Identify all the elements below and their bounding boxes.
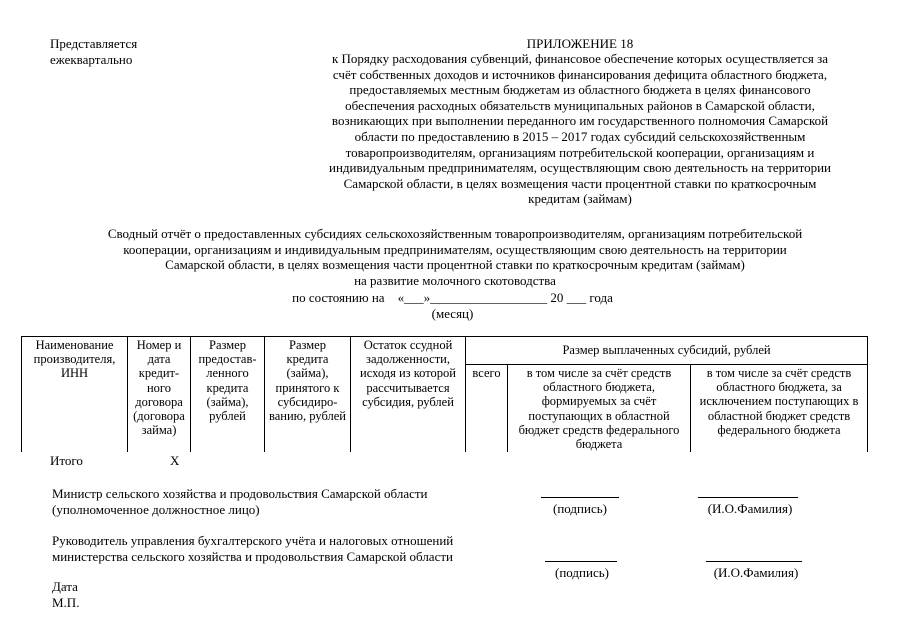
col-header-federal-part: в том числе за счёт средств областного бюджета, формируемых за счёт поступающих в областной бюджет средств федерального бюджета: [508, 365, 691, 453]
name-line: [706, 561, 802, 562]
report-date-line: по состоянию на «___»__________________ 20 ___ года: [292, 290, 613, 305]
col-header-loan-amount: Размер предостав-ленного кредита (займа), рублей: [191, 337, 265, 453]
signatory-title-line: министерства сельского хозяйства и продовольствия Самарской области: [52, 548, 453, 564]
report-title-line: Сводный отчёт о предоставленных субсидиях сельскохозяйственным товаропроизводителям, организациям потребительской: [107, 226, 803, 241]
appendix-line: области по предоставлению в 2015 – 2017 годах субсидий сельскохозяйственным: [354, 128, 806, 144]
appendix-line: обеспечения расходных обязательств муниципальных районов в Самарской области,: [345, 97, 815, 113]
submission-frequency-note: Представляется ежеквартально: [50, 36, 138, 67]
minister-signature-block: [52, 486, 532, 517]
appendix-line: индивидуальным предпринимателям, осуществляющим свою деятельность на территории: [328, 160, 831, 176]
appendix-title: ПРИЛОЖЕНИЕ 18: [526, 36, 634, 51]
subsidy-table: [21, 336, 868, 452]
signature-line: [545, 561, 617, 562]
total-mark: Х: [170, 453, 180, 468]
name-line: [698, 497, 798, 498]
report-title: [40, 226, 870, 288]
col-header-regional-part: в том числе за счёт средств областного бюджета, за исключением поступающих в областной бюджет средств федерального бюджета: [691, 365, 868, 453]
col-header-subsidized-amount: Размер кредита (займа), принятого к субсидиро-ванию, рублей: [265, 337, 351, 453]
appendix-line: кредитам (займам): [528, 191, 632, 207]
total-label: Итого: [50, 453, 83, 468]
appendix-line: Самарской области, в целях возмещения части процентной ставки по краткосрочным: [343, 175, 817, 191]
name-caption: (И.О.Фамилия): [707, 501, 793, 516]
signature-caption: (подпись): [555, 565, 609, 580]
date-label: Дата: [52, 579, 78, 594]
stamp-label: М.П.: [52, 595, 80, 610]
report-title-line: Самарской области, в целях возмещения части процентной ставки по краткосрочным кредитам (займам): [165, 257, 745, 273]
name-caption: (И.О.Фамилия): [713, 565, 799, 580]
appendix-line: предоставляемых местным бюджетам из областного бюджета в целях финансового: [349, 82, 811, 98]
col-header-total: всего: [466, 365, 508, 453]
col-header-contract: Номер и дата кредит-ного договора (договора займа): [128, 337, 191, 453]
signatory-title-line: Руководитель управления бухгалтерского учёта и налоговых отношений: [52, 533, 454, 548]
signatory-title-line: (уполномоченное должностное лицо): [52, 501, 260, 517]
report-title-line: на развитие молочного скотоводства: [354, 272, 556, 288]
accounting-head-signature-block: [52, 533, 532, 564]
signatory-title-line: Министр сельского хозяйства и продовольствия Самарской области: [52, 486, 428, 501]
col-header-paid-subsidies: Размер выплаченных субсидий, рублей: [466, 337, 868, 365]
month-note: (месяц): [431, 306, 474, 321]
col-header-outstanding-debt: Остаток ссудной задолженности, исходя из которой рассчитывается субсидия, рублей: [351, 337, 466, 453]
appendix-line: счёт собственных доходов и источников финансирования дефицита областного бюджета,: [332, 66, 828, 82]
signature-caption: (подпись): [553, 501, 607, 516]
report-title-line: кооперации, организациям и индивидуальным предпринимателям, осуществляющим свою деятельность на территории: [123, 241, 787, 257]
col-header-producer: Наименование производителя, ИНН: [22, 337, 128, 453]
appendix-line: товаропроизводителям, организациям потребительской кооперации, организациям и: [345, 144, 815, 160]
appendix-line: возникающих при выполнении переданного им государственного полномочия Самарской: [331, 113, 829, 129]
appendix-description: [300, 51, 860, 207]
signature-line: [541, 497, 619, 498]
appendix-line: к Порядку расходования субвенций, финансовое обеспечение которых осуществляется за: [331, 51, 829, 66]
